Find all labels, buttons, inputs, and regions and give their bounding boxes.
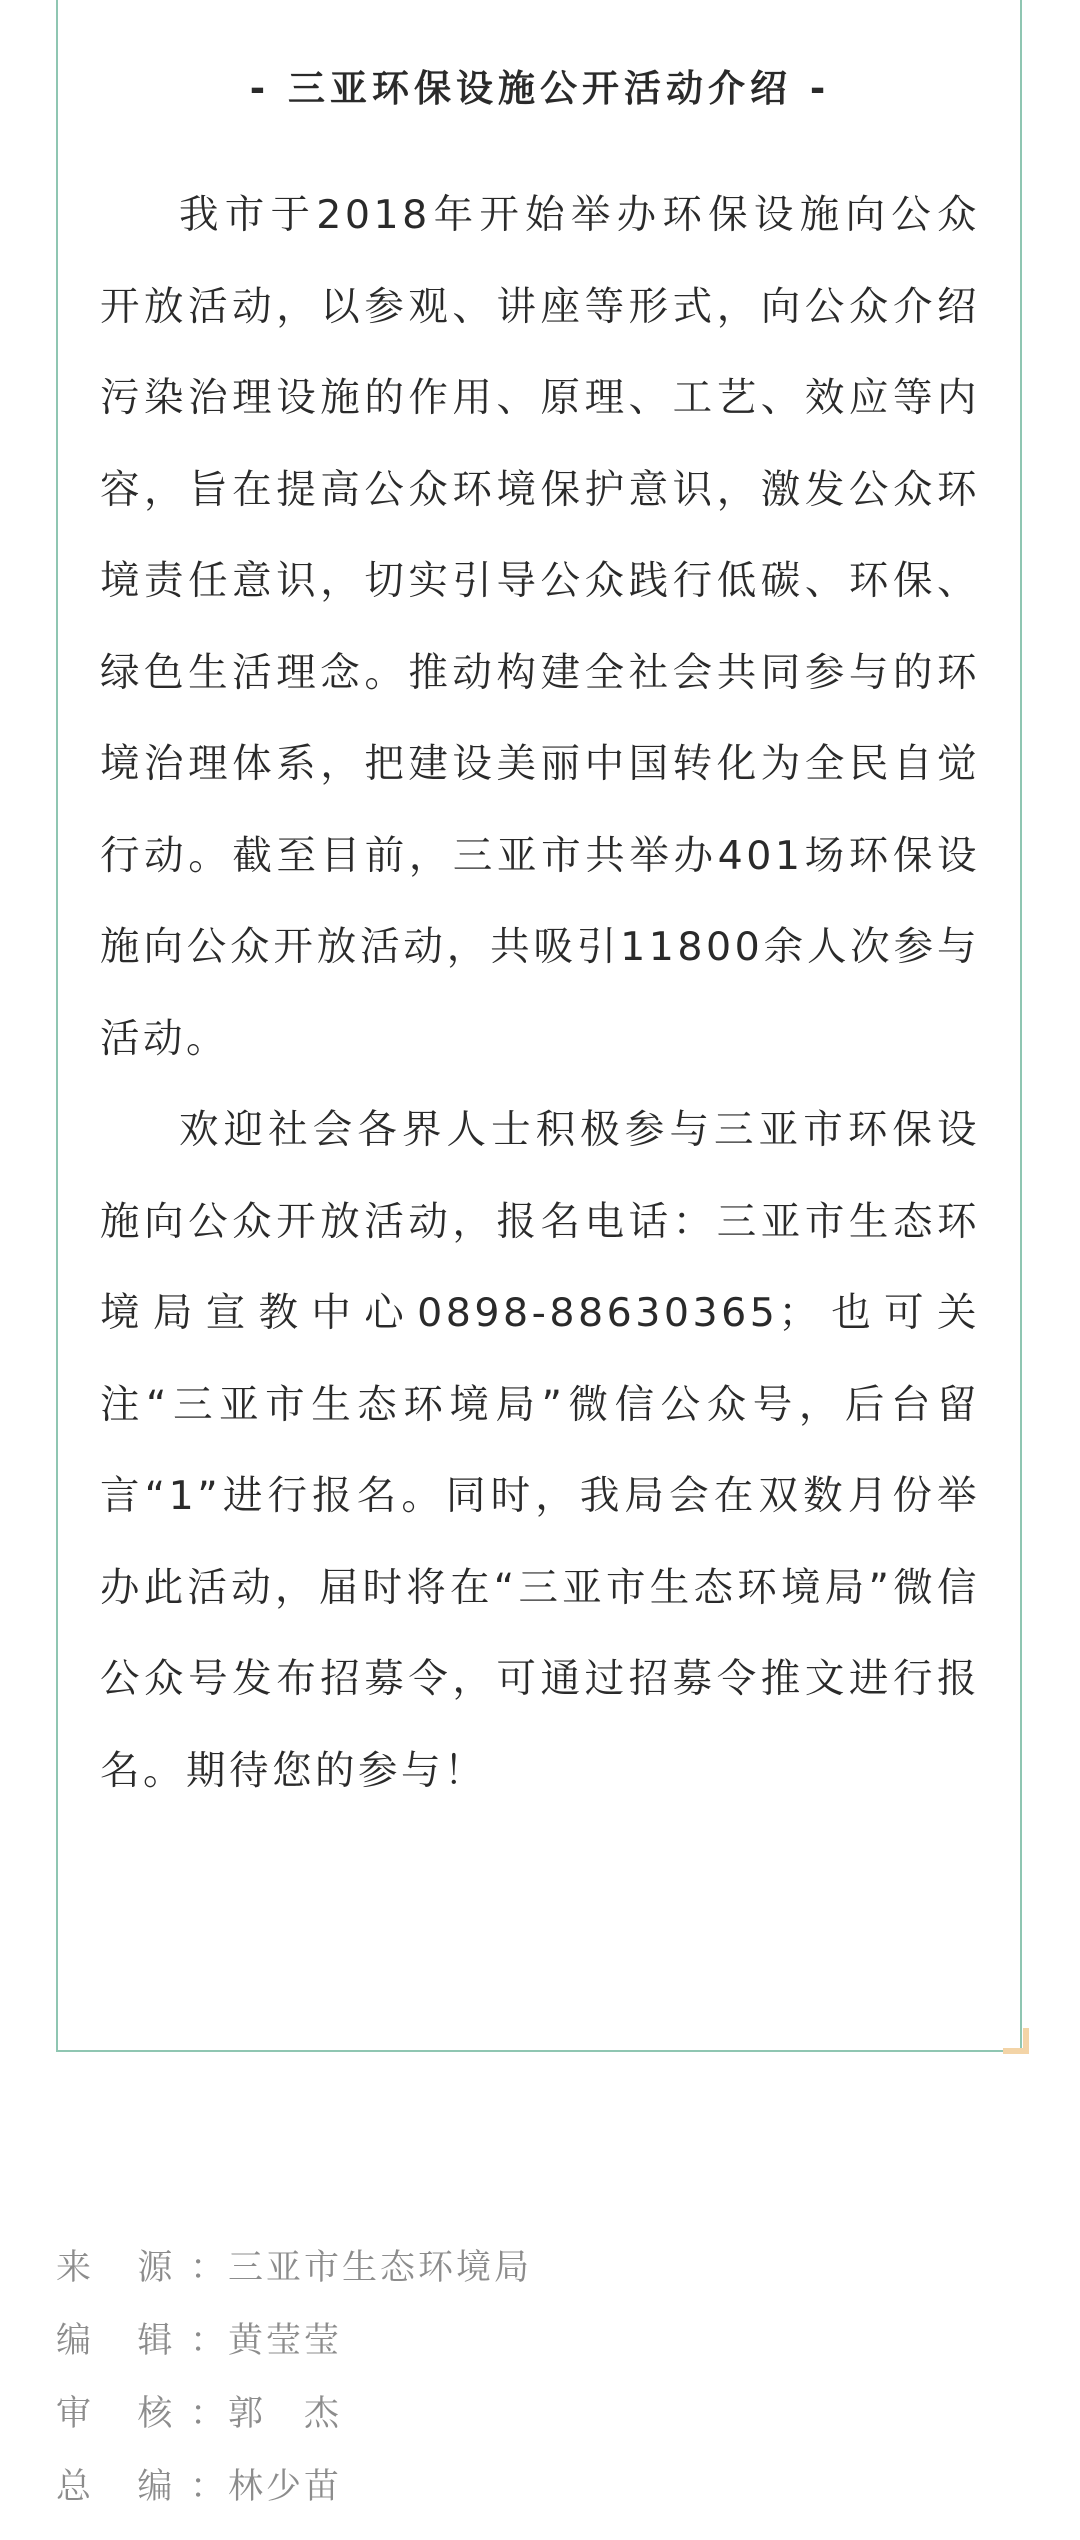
credit-label: 编 辑： xyxy=(56,2321,228,2361)
credit-value: 郭 杰 xyxy=(228,2394,343,2434)
credit-row-reviewer xyxy=(56,2378,956,2451)
article-paragraph-1: 我市于2018年开始举办环保设施向公众开放活动，以参观、讲座等形式，向公众介绍污染治理设施的作用、原理、工艺、效应等内容，旨在提高公众环境保护意识，激发公众环境责任意识，切实引导公众践行低碳、环保、绿色生活理念。推动构建全社会共同参与的环境治理体系，把建设美丽中国转化为全民自觉行动。截至目前，三亚市共举办401场环保设施向公众开放活动，共吸引11800余人次参与活动。 xyxy=(100,192,980,1062)
credit-value: 林少苗 xyxy=(228,2467,343,2507)
credit-label: 来 源： xyxy=(56,2248,228,2288)
corner-accent-decoration xyxy=(1003,2028,1029,2054)
credit-row-source xyxy=(56,2232,956,2305)
article-body xyxy=(100,170,980,1817)
credit-label: 总 编： xyxy=(56,2467,228,2507)
article-paragraph-2: 欢迎社会各界人士积极参与三亚市环保设施向公众开放活动，报名电话：三亚市生态环境局宣教中心0898-88630365；也可关注“三亚市生态环境局”微信公众号，后台留言“1”进行报名。同时，我局会在双数月份举办此活动，届时将在“三亚市生态环境局”微信公众号发布招募令，可通过招募令推文进行报名。期待您的参与！ xyxy=(100,1107,980,1794)
credit-value: 三亚市生态环境局 xyxy=(228,2248,533,2288)
credit-row-chief-editor xyxy=(56,2451,956,2524)
credit-row-editor xyxy=(56,2305,956,2378)
credit-label: 审 核： xyxy=(56,2394,228,2434)
credits-block xyxy=(56,2232,956,2524)
credit-value: 黄莹莹 xyxy=(228,2321,343,2361)
article-title: - 三亚环保设施公开活动介绍 - xyxy=(249,67,831,110)
